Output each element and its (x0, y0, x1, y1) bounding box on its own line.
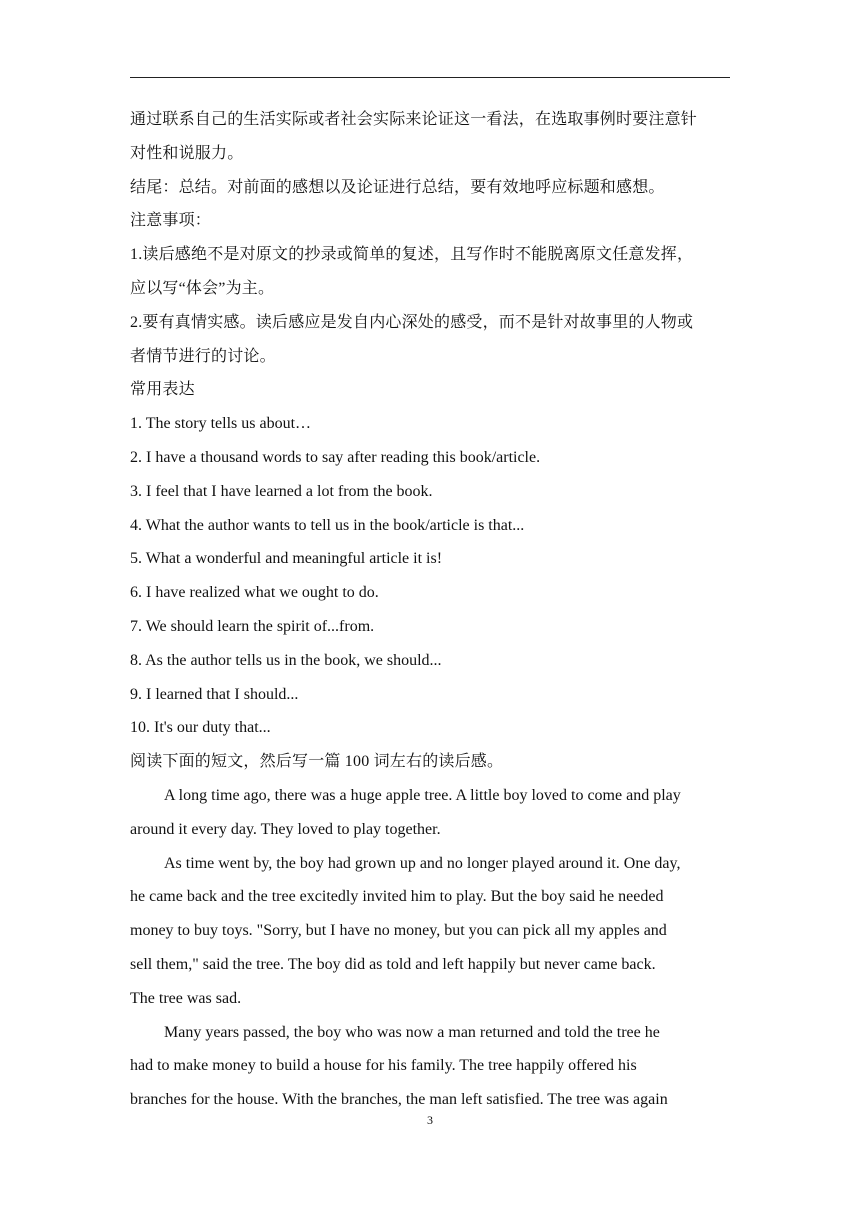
page-body (130, 103, 732, 1117)
passage-line: branches for the house. With the branches, the man left satisfied. The tree was again (130, 1091, 668, 1109)
body-line: 1.读后感绝不是对原文的抄录或简单的复述，且写作时不能脱离原文任意发挥， (130, 246, 694, 264)
passage-line: Many years passed, the boy who was now a man returned and told the tree he (164, 1023, 660, 1041)
expression-item: 2. I have a thousand words to say after reading this book/article. (130, 448, 541, 466)
task-instruction: 阅读下面的短文，然后写一篇 100 词左右的读后感。 (130, 753, 504, 771)
passage-line: money to buy toys. "Sorry, but I have no money, but you can pick all my apples and (130, 922, 667, 940)
passage-line: around it every day. They loved to play together. (130, 820, 441, 838)
expression-item: 4. What the author wants to tell us in the book/article is that... (130, 516, 525, 534)
body-line: 者情节进行的讨论。 (130, 347, 276, 365)
expression-item: 1. The story tells us about… (130, 415, 312, 433)
expression-item: 7. We should learn the spirit of...from. (130, 617, 375, 635)
expression-item: 3. I feel that I have learned a lot from the book. (130, 482, 433, 500)
body-line: 结尾：总结。对前面的感想以及论证进行总结，要有效地呼应标题和感想。 (130, 178, 665, 196)
expression-item: 8. As the author tells us in the book, we should... (130, 651, 442, 669)
passage-line: sell them," said the tree. The boy did as told and left happily but never came back. (130, 955, 656, 973)
body-line: 通过联系自己的生活实际或者社会实际来论证这一看法，在选取事例时要注意针 (130, 111, 698, 128)
expression-item: 5. What a wonderful and meaningful article it is! (130, 550, 443, 568)
section-heading: 注意事项： (130, 212, 212, 230)
body-line: 应以写“体会”为主。 (130, 279, 275, 297)
header-rule (130, 77, 730, 78)
expression-item: 9. I learned that I should... (130, 685, 299, 703)
passage-line: had to make money to build a house for his family. The tree happily offered his (130, 1057, 637, 1075)
page-number: 3 (427, 1113, 433, 1127)
body-line: 2.要有真情实感。读后感应是发自内心深处的感受，而不是针对故事里的人物或 (130, 313, 694, 331)
section-heading: 常用表达 (130, 381, 195, 399)
passage-line: he came back and the tree excitedly invited him to play. But the boy said he needed (130, 888, 664, 906)
passage-line: The tree was sad. (130, 989, 242, 1007)
expression-item: 6. I have realized what we ought to do. (130, 584, 379, 602)
body-line: 对性和说服力。 (130, 144, 244, 162)
passage-line: As time went by, the boy had grown up and no longer played around it. One day, (164, 854, 681, 872)
expression-item: 10. It's our duty that... (130, 719, 271, 737)
passage-line: A long time ago, there was a huge apple tree. A little boy loved to come and play (164, 786, 681, 804)
